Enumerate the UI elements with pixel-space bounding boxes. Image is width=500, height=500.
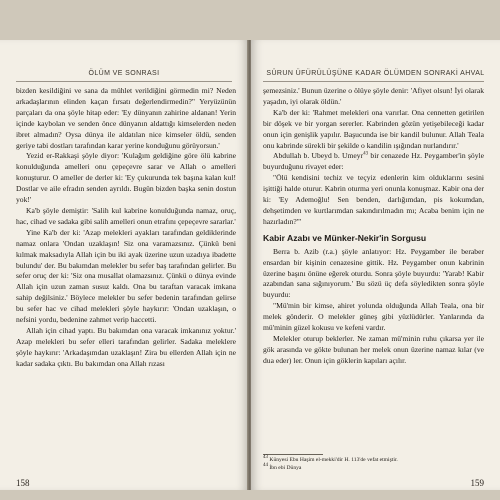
paragraph: şemezsiniz.' Bunun üzerine o ölüye şöyle denir: 'Afiyet olsun! İyi olarak yaşadın, iyi olarak öldün.' [263, 86, 484, 106]
footnotes [263, 454, 484, 472]
paragraph: Melekler oturup beklerler. Ne zaman mü'minin ruhu çıkarsa yer ile gök arasında ve gökte bulunan her melek onun üzerine namaz kılar (ve dua eder) ler. Onun için göklerin kapıları açılır. [263, 333, 484, 365]
right-page-header [251, 70, 500, 77]
footnote-rule [263, 454, 323, 455]
paragraph: "Mü'min bir kimse, ahiret yolunda olduğunda Allah Teala, ona bir melek gönderir. O melekler güneş gibi yüzlüdürler. Yanlarında da mü'minin güzel kokusu ve kefeni vardır. [263, 301, 484, 333]
left-page-number: 158 [16, 478, 30, 488]
footnote-text: İbn ebi Dünya [269, 464, 302, 471]
paragraph: Yezid er-Rakkaşi şöyle diyor: 'Kulağım geldiğine göre ölü kabrine konulduğunda amelleri onu çepeçevre sarar ve Allah o amelleri konuşturur. O ameller de derler ki: 'Ey çukurunda tek başına kalan kul! Dostlar ve aile efradın senden ayrıldı. Bugün bizden başka senin dostun yok!' [16, 151, 236, 205]
right-page-body [263, 86, 484, 367]
paragraph: Allah için cihad yaptı. Bu bakımdan ona varacak imkanınız yoktur.' Azap melekleri bu sefer elleri tarafından gelirler. Sadaka meleklere şöyle haykırır: 'Arkadaşımdan uzaklaşın! Zira bu ellerden Allah için ne kadar sadaka çıktı. Bu bakımdan ona Allah rızası [16, 325, 236, 368]
paragraph: Ka'b şöyle demiştir: 'Salih kul kabrine konulduğunda namaz, oruç, hac, cihad ve sadaka gibi salih amelleri onun etrafını çepeçevre sararlar.' [16, 205, 236, 226]
right-page [251, 40, 500, 490]
section-title: Kabir Azabı ve Münker-Nekir'in Sorgusu [263, 232, 427, 243]
right-page-number: 159 [470, 478, 484, 488]
footnote [263, 457, 484, 465]
left-running-head: ÖLÜM VE SONRASI [88, 70, 160, 77]
paragraph: Yine Ka'b der ki: 'Azap melekleri ayakları tarafından geldiklerinde namaz onlara 'Ondan uzaklaşın! Siz ona varamazsınız. Çünkü beni kılmak maksadıyla Allah için bu iki ayak üzerine uzun uzadıya ibadette bulundu' der. Bu bakımdan melekler bu sefer baş tarafından gelirler. Bu sefer oruç der ki: 'Siz ona musallat olamazsınız. Çünkü o dünya evinde Allah için uzun zaman susuz kaldı. Ona bu taraftan varacak imkana sahip değilsiniz.' Böylece melekler bu sefer bedenin tarafından gelirse bu sefer hac ve cihad melekleri şöyle haykırır: 'Ondan uzaklaşın, o nefsini yordu, bedenine zahmet verip haccetti. [16, 227, 236, 325]
paragraph: bizden kesildiğini ve sana da mühlet verildiğini görmedin mi? Neden arkadaşlarının elinden kaçan fırsatı değerlendirmedin?" Yeryüzünün parçaları da ona şöyle hitap eder: 'Ey dünyanın zahirine aldanan! Yerin içinde kaybolan ve senden önce dünyanın aldattığı kimselerden neden ibret almadın? Oysa dünya ile aldatılan nice kimseler öldü, senden geriye tabi dostları tarafından karar yerine konduğunu görüyorsun.' [16, 86, 236, 150]
left-page [0, 40, 248, 490]
paragraph-text: Abdullah b. Ubeyd b. Umeyr [273, 151, 364, 161]
left-page-body [16, 86, 236, 370]
footnote-number: 44 [263, 462, 268, 468]
footnote-ref: 43 [363, 151, 369, 157]
footnote-text: Künyesi Ebu Haşim el-mekki'dir H. 113'de vefat etmiştir. [269, 457, 398, 463]
paragraph-text: bir cenazede Hz. Peygamber'in şöyle buyurduğunu rivayet eder: [263, 151, 485, 172]
paragraph: "Ölü kendisini techiz ve teçyiz edenlerin kim olduklarını sesini işittiği halde oturur. Kabrin oturma yeri onunla konuşmaz. Kabir ona der ki: 'Ey Ademoğlu! Sen benden, darlığımdan, pis kokumdan, dehşetimden ve kurtlarımdan sakındırılmadın mı; Acaba benim için ne hazırladın?'" [263, 173, 484, 226]
header-rule [16, 81, 232, 82]
paragraph: Berra b. Azib (r.a.) şöyle anlatıyor: Hz. Peygamber ile beraber ensardan bir kişinin cenazesine gittik. Hz. Peygamber onun kabrinin üzerine başını önüne eğerek oturdu. Sonra şöyle buyurdu: 'Yarab! Kabir azabından sana sığınıyorum.' Bu sözü üç defa söyledikten sonra şöyle buyurdu: [263, 246, 484, 300]
left-page-header [0, 70, 248, 77]
footnote [263, 462, 484, 473]
paragraph [263, 151, 484, 173]
footnote-number: 43 [263, 455, 268, 461]
header-rule [263, 81, 484, 82]
right-running-head: SÛRUN ÜFÜRÜLÜŞÜNE KADAR ÖLÜMDEN SONRAKİ AHVAL [266, 70, 485, 77]
paragraph: Ka'b der ki: 'Rahmet melekleri ona varırlar. Ona cennetten getirilen bir döşek ve bir yorgan sererler. Kabrinden gözün yetişebileceği kadar onun için genişlik yapılır. Başucunda ise bir kandil bulunur. Allah Teala onu kabrinde sürekli bir şekilde o kandilin ışığından nurlandırır.' [263, 107, 484, 150]
